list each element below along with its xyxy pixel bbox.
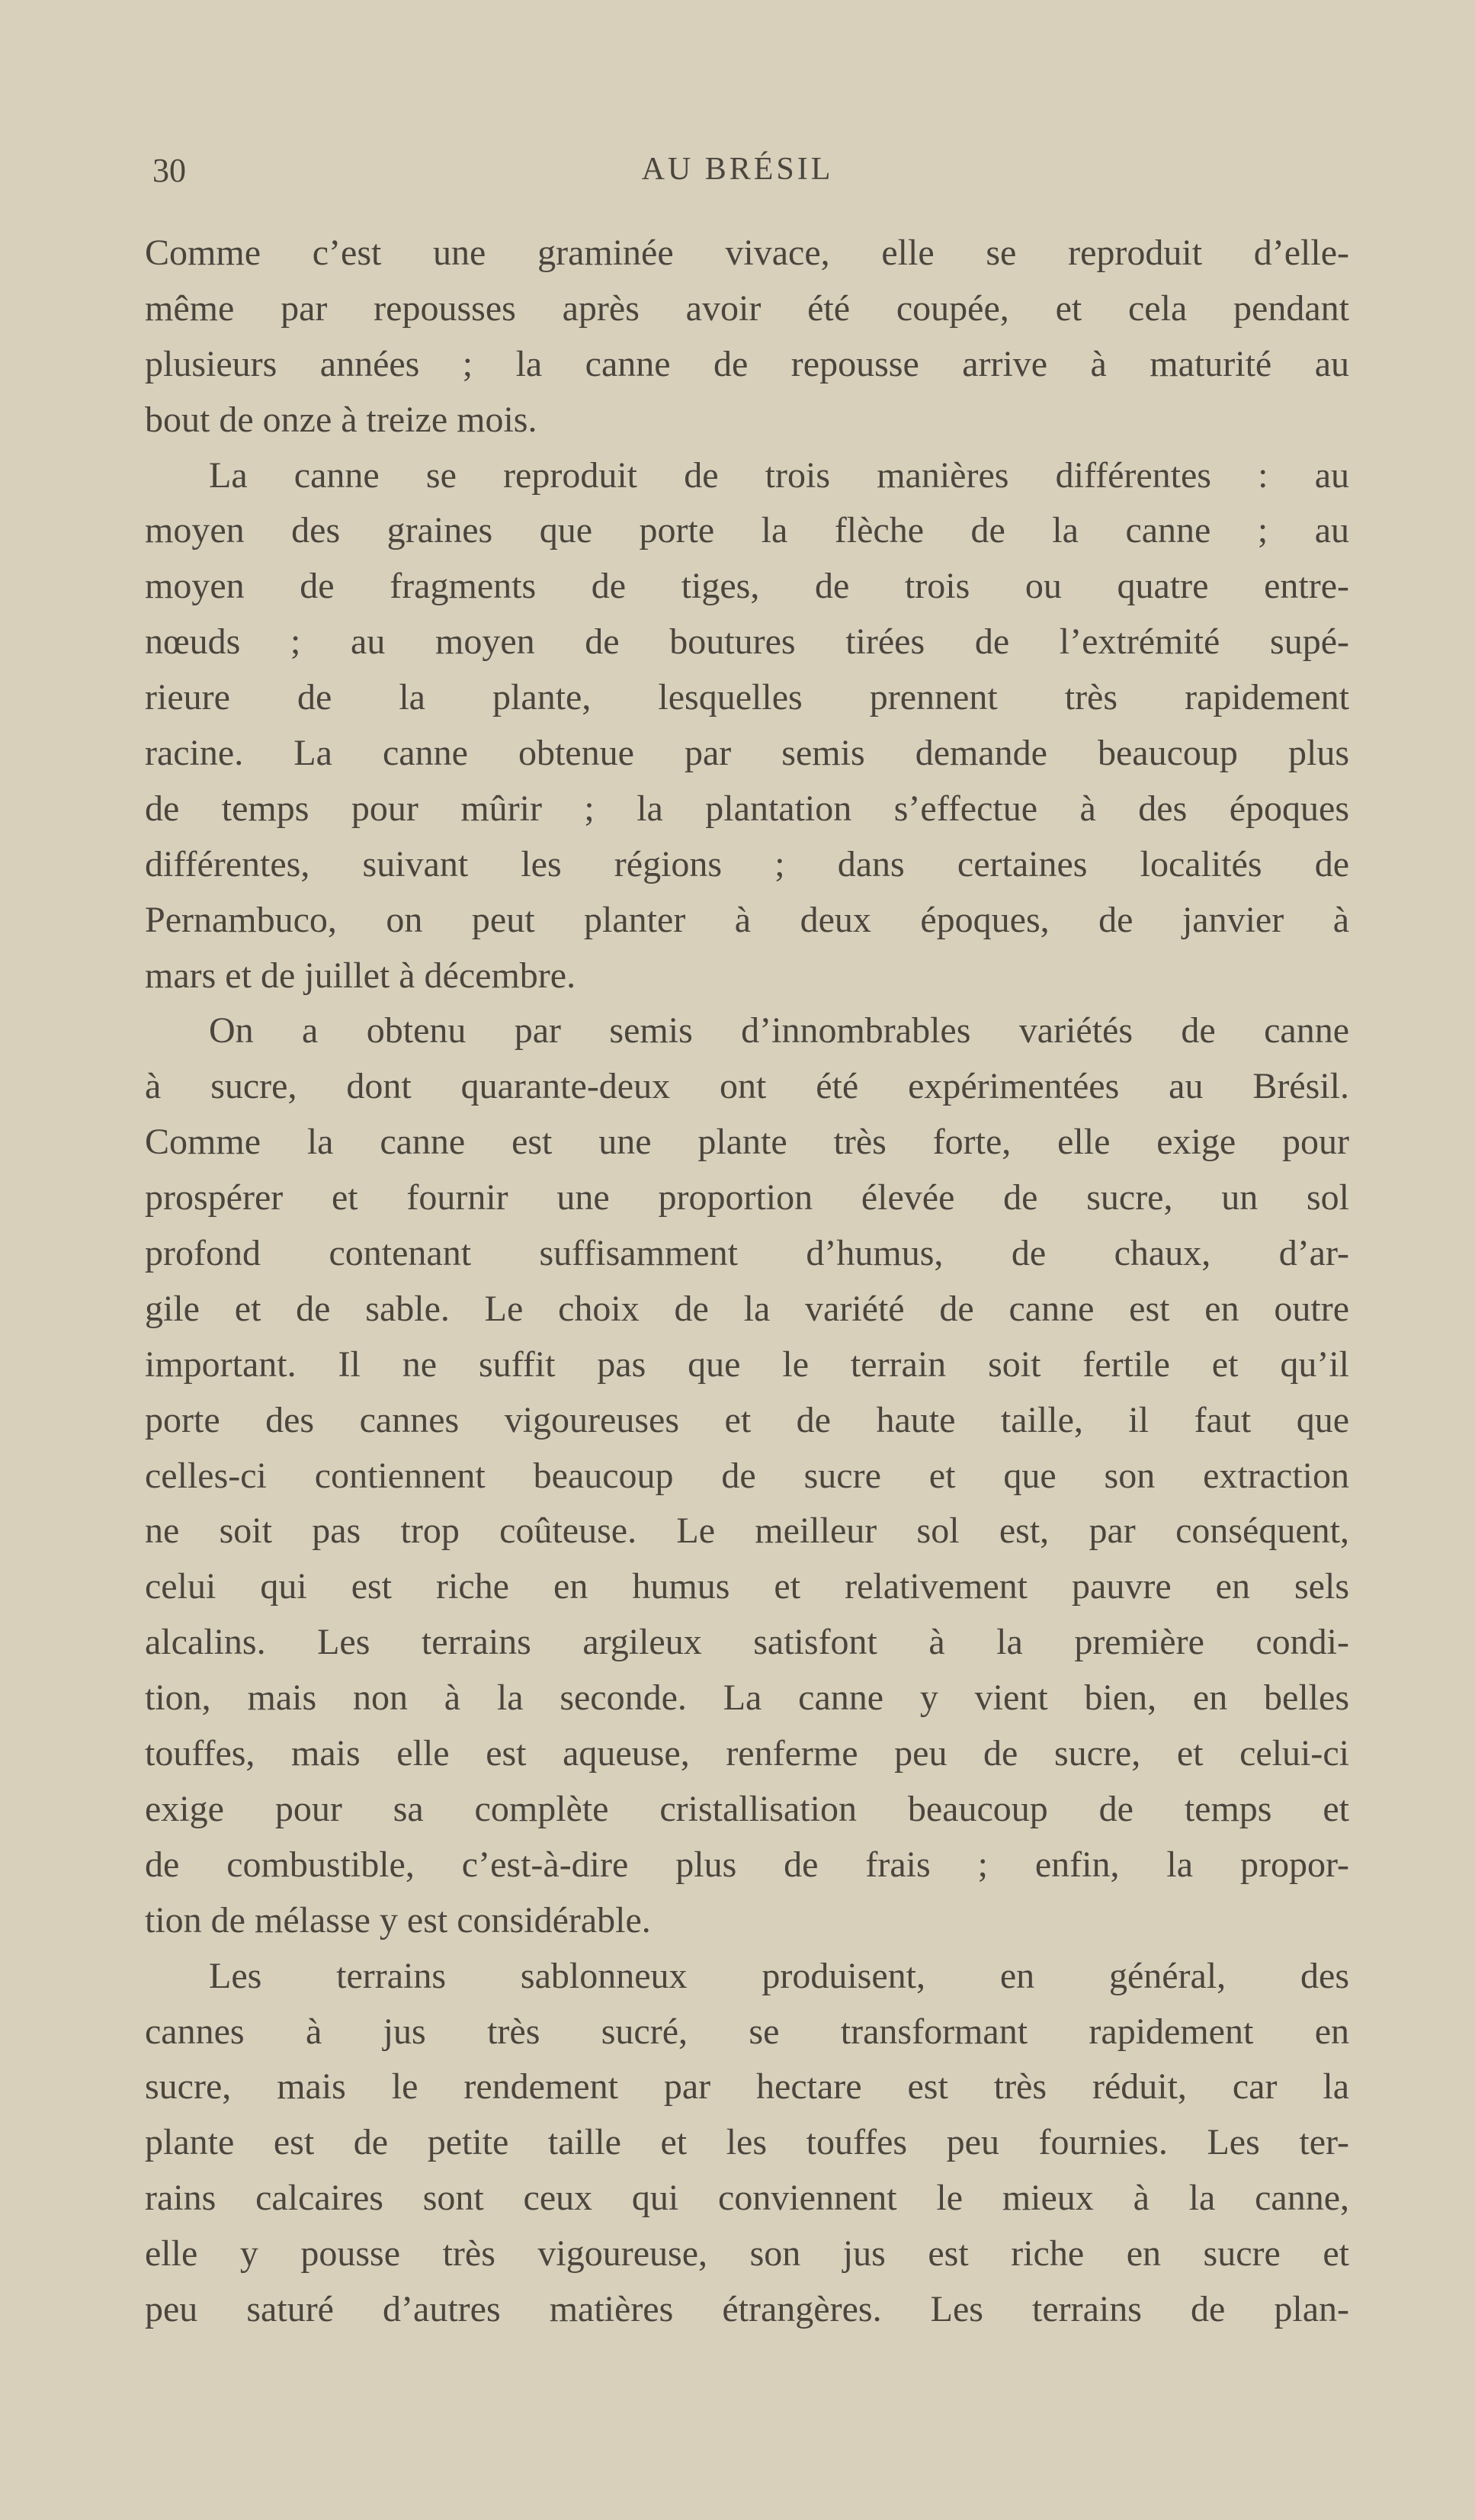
text-line: La canne se reproduit de trois manières différentes : au	[209, 454, 1349, 496]
text-line: celles-ci contiennent beaucoup de sucre et que son extraction	[145, 1455, 1349, 1496]
text-line: ne soit pas trop coûteuse. Le meilleur sol est, par conséquent,	[145, 1510, 1349, 1552]
text-line: de temps pour mûrir ; la plantation s’effectue à des époques	[145, 788, 1349, 829]
text-line: prospérer et fournir une proportion élevée de sucre, un sol	[145, 1177, 1349, 1218]
text-line: même par repousses après avoir été coupée, et cela pendant	[145, 287, 1349, 329]
text-line: à sucre, dont quarante-deux ont été expérimentées au Brésil.	[145, 1066, 1349, 1107]
text-line: différentes, suivant les régions ; dans certaines localités de	[145, 843, 1349, 884]
text-line: racine. La canne obtenue par semis demande beaucoup plus	[145, 733, 1349, 774]
text-line: celui qui est riche en humus et relativement pauvre en sels	[145, 1566, 1349, 1607]
text-line: de combustible, c’est-à-dire plus de frais ; enfin, la propor-	[145, 1844, 1349, 1885]
text-line: Comme c’est une graminée vivace, elle se reproduit d’elle-	[145, 233, 1349, 273]
text-line: tion, mais non à la seconde. La canne y vient bien, en belles	[145, 1677, 1349, 1719]
text-line: elle y pousse très vigoureuse, son jus est riche en sucre et	[145, 2233, 1349, 2274]
text-line: bout de onze à treize mois.	[145, 399, 537, 440]
text-line: Les terrains sablonneux produisent, en général, des	[209, 1955, 1349, 1996]
running-title: AU BRÉSIL	[641, 152, 834, 187]
text-line: Comme la canne est une plante très forte, elle exige pour	[145, 1122, 1349, 1163]
text-line: nœuds ; au moyen de boutures tirées de l’extrémité supé-	[145, 621, 1349, 663]
text-line: On a obtenu par semis d’innombrables variétés de canne	[209, 1010, 1349, 1051]
page-number: 30	[152, 152, 186, 189]
text-line: important. Il ne suffit pas que le terrain soit fertile et qu’il	[145, 1343, 1349, 1385]
text-line: mars et de juillet à décembre.	[145, 955, 576, 996]
text-line: profond contenant suffisamment d’humus, de chaux, d’ar-	[145, 1233, 1349, 1274]
text-line: tion de mélasse y est considérable.	[145, 1899, 651, 1941]
text-line: rains calcaires sont ceux qui conviennent le mieux à la canne,	[145, 2178, 1349, 2219]
text-line: touffes, mais elle est aqueuse, renferme peu de sucre, et celui-ci	[145, 1733, 1349, 1774]
text-line: rieure de la plante, lesquelles prennent très rapidement	[145, 677, 1349, 718]
text-line: porte des cannes vigoureuses et de haute taille, il faut que	[145, 1399, 1349, 1440]
text-line: cannes à jus très sucré, se transformant rapidement en	[145, 2011, 1349, 2052]
text-line: moyen des graines que porte la flèche de la canne ; au	[145, 510, 1349, 551]
text-line: sucre, mais le rendement par hectare est très réduit, car la	[145, 2066, 1349, 2107]
text-line: plusieurs années ; la canne de repousse arrive à maturité au	[145, 343, 1349, 384]
body-text	[145, 226, 1349, 2338]
text-line: plante est de petite taille et les touffes peu fournies. Les ter-	[145, 2122, 1349, 2163]
text-line: Pernambuco, on peut planter à deux époques, de janvier à	[145, 899, 1349, 940]
text-line: exige pour sa complète cristallisation beaucoup de temps et	[145, 1788, 1349, 1829]
text-line: gile et de sable. Le choix de la variété de canne est en outre	[145, 1288, 1349, 1329]
text-line: peu saturé d’autres matières étrangères. Les terrains de plan-	[145, 2288, 1349, 2329]
text-line: alcalins. Les terrains argileux satisfont à la première condi-	[145, 1622, 1349, 1663]
text-line: moyen de fragments de tiges, de trois ou quatre entre-	[145, 566, 1349, 607]
